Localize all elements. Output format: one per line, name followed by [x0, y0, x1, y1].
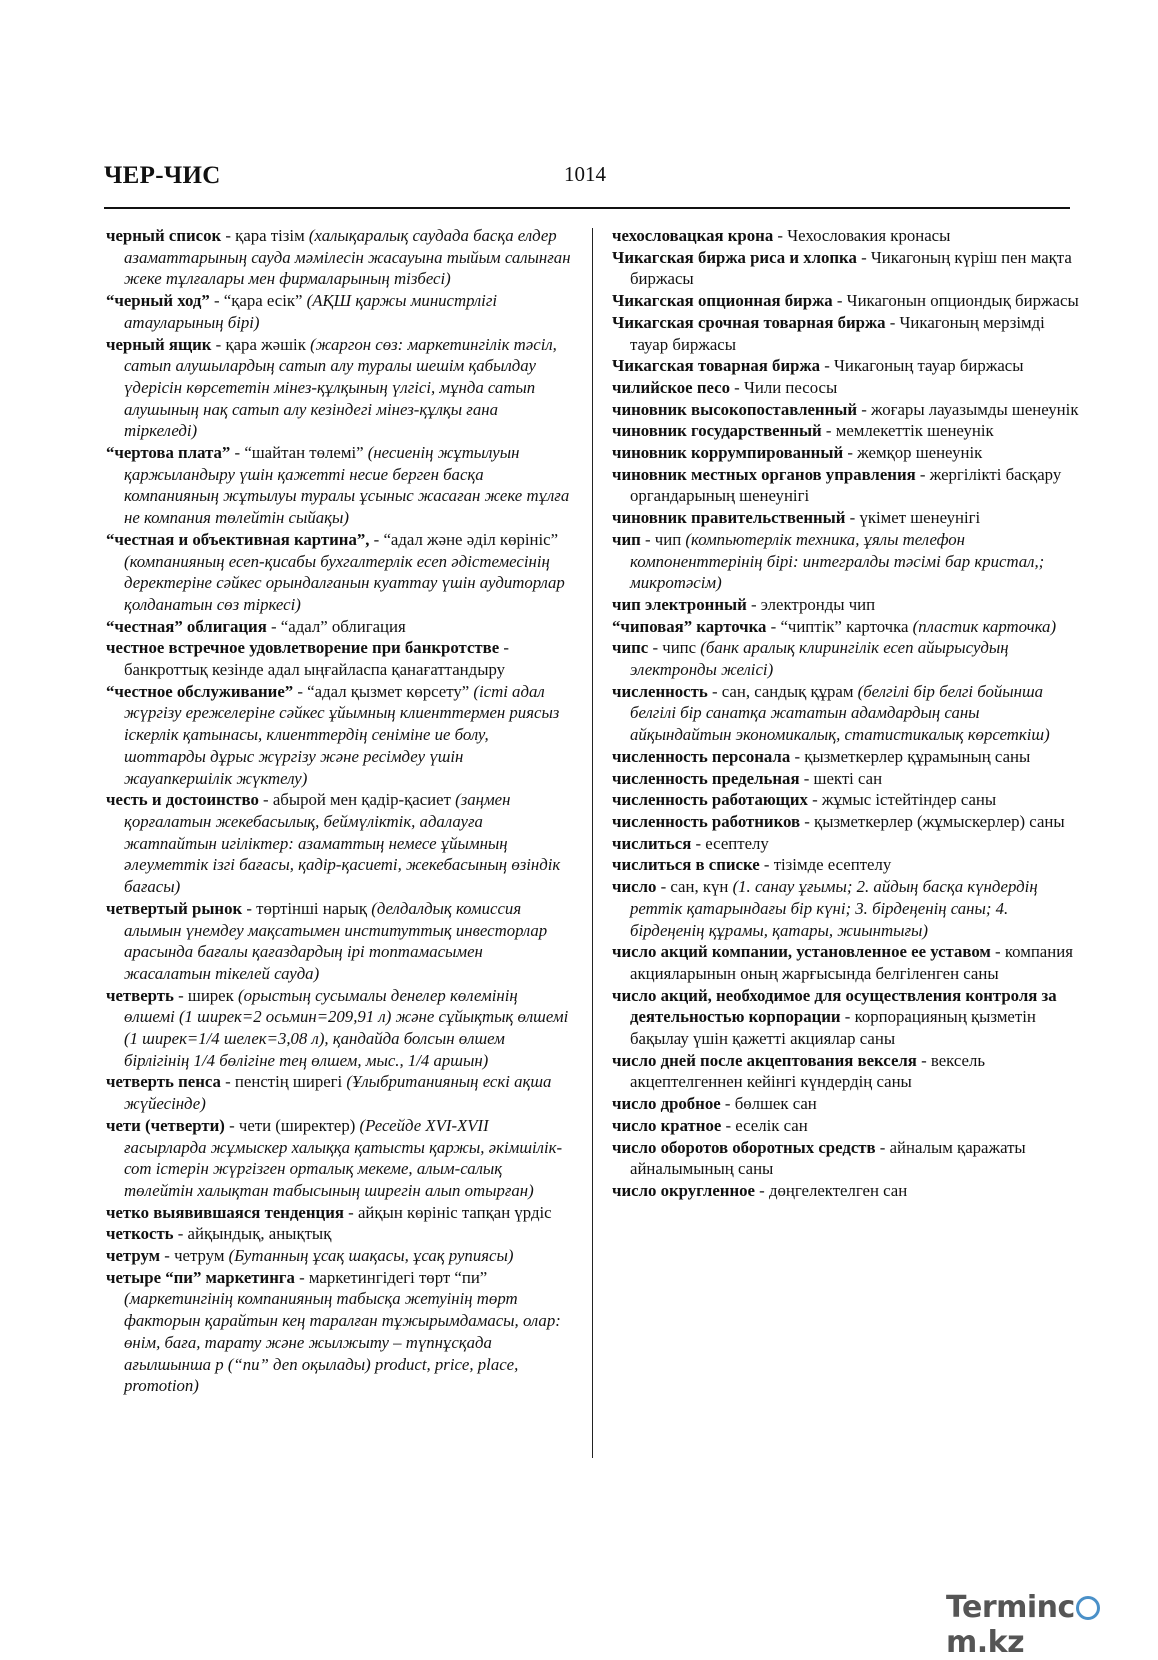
entry-explanation: (несиенің жұтылуын қаржыландыру үшін қажетті несие берген басқа компанияның жұтылуы туралы ұсыныс жасаған жеке тұлға не компания төлейтін сыйақы)	[124, 443, 570, 528]
entry-term: число	[612, 877, 657, 897]
entry-translation: мемлекеттік шенеунік	[835, 421, 994, 441]
dictionary-entry	[612, 876, 1080, 941]
entry-separator: -	[691, 833, 706, 853]
entry-separator: -	[845, 508, 860, 528]
entry-separator: -	[916, 1050, 931, 1070]
entry-term: четкость	[106, 1224, 174, 1244]
entry-separator: -	[293, 681, 308, 701]
entry-translation: Чикагоның күріш пен мақта биржасы	[630, 247, 1072, 289]
dictionary-entry	[612, 247, 1080, 290]
entry-separator: -	[160, 1246, 175, 1266]
entry-translation: маркетингідегі төрт “пи”	[308, 1267, 488, 1287]
dictionary-entry	[106, 637, 572, 680]
dictionary-entry	[106, 789, 572, 898]
entry-separator: -	[173, 1224, 188, 1244]
entry-translation: чип	[654, 529, 682, 549]
entry-separator: -	[843, 443, 858, 463]
entry-translation: төртінші нарық	[256, 898, 368, 918]
entry-translation: қызметкерлер (жұмыскерлер) саны	[814, 811, 1065, 831]
entry-translation: Чехословакия кронасы	[787, 226, 951, 245]
entry-translation: шекті сан	[813, 768, 883, 788]
entry-translation: “қара есік”	[223, 291, 303, 311]
entry-explanation: (жаргон сөз: маркетингілік тәсіл, сатып алушылардың сатып алу туралы шешім қабылдау үдерісін көрсететін мінез-құлқының үлгісі, мұнда сатып алушының нақ сатып алу кезіндегі мінез-құлқы ғана тіркеледі)	[124, 334, 557, 441]
entry-separator: -	[648, 638, 663, 658]
entry-translation: “адал және әділ көрініс”	[383, 529, 559, 549]
entry-term: число акций компании, установленное ее уставом	[612, 942, 991, 962]
entry-translation: қызметкерлер құрамының саны	[804, 746, 1031, 766]
dictionary-entry	[612, 1180, 1080, 1202]
dictionary-entry	[612, 290, 1080, 312]
entry-explanation: (істі адал жүргізу ережелеріне сәйкес ұйымның клиенттермен риясыз іскерлік қатынасы, клиенттердің сеніміне ие болу, шоттарды дұрыс жүргізу және ресімдеу үшін жауапкершілік жүктелу)	[124, 681, 560, 788]
entry-translation: чипс	[662, 638, 697, 658]
entry-explanation: (компанияның есеп-қисабы бухгалтерлік есеп әдістемесінің деректеріне сәйкес орындалғанын куаттау үшін аудиторлар қолданатын сөз тіркесі)	[124, 551, 565, 614]
entry-separator: -	[840, 1007, 855, 1027]
dictionary-entry	[612, 746, 1080, 768]
entry-separator: -	[499, 638, 509, 658]
entry-term: честь и достоинство	[106, 790, 259, 810]
dictionary-entry	[612, 355, 1080, 377]
dictionary-entry	[106, 225, 572, 290]
entry-translation: айқындық, анықтық	[187, 1224, 332, 1244]
entry-term: “честное обслуживание”	[106, 681, 294, 701]
entry-translation: сан, күн	[670, 877, 729, 897]
entry-term: численность работников	[612, 811, 801, 831]
entry-term: чипс	[612, 638, 649, 658]
entry-translation: “шайтан төлемі”	[244, 443, 364, 463]
entry-separator: -	[294, 1267, 309, 1287]
entry-separator: -	[832, 291, 847, 311]
dictionary-entry	[612, 616, 1080, 638]
dictionary-entry	[612, 789, 1080, 811]
entry-separator: -	[875, 1137, 890, 1157]
entry-separator: -	[224, 1115, 239, 1135]
column-divider	[592, 228, 593, 1458]
dictionary-entry	[612, 464, 1080, 507]
entry-term: чип	[612, 529, 641, 549]
entry-translation: қара жәшік	[225, 334, 306, 354]
entry-explanation: (заңмен қорғалатын жекебасылық, беймүліктік, адалауға жатпайтын игіліктер: азаматтың немесе ұйымның әлеуметтік ізгі бағасы, қадір-қасиеті, жекебасының өзіндік бағасы)	[124, 790, 561, 897]
entry-translation: пенстің ширегі	[234, 1072, 343, 1092]
entry-term: чиновник правительственный	[612, 508, 846, 528]
entry-translation: Чили песосы	[743, 377, 838, 397]
entry-separator: -	[211, 334, 226, 354]
entry-separator: -	[915, 464, 930, 484]
entry-translation: сан, сандық құрам	[721, 681, 854, 701]
entry-translation: Чикагоның мерзімді тауар биржасы	[630, 312, 1045, 354]
entry-term: “честная” облигация	[106, 616, 267, 636]
entry-translation: жұмыс істейтіндер саны	[821, 790, 997, 810]
entry-translation: вексель акцептелгеннен кейінгі күндердің саны	[630, 1050, 986, 1092]
entry-term: число акций, необходимое для осуществления контроля за деятельностью корпорации	[612, 985, 1057, 1027]
logo-text-suffix: m.kz	[946, 1625, 1025, 1660]
entry-separator: -	[230, 443, 245, 463]
dictionary-entry	[106, 681, 572, 790]
entry-translation: “адал” облигация	[280, 616, 406, 636]
dictionary-entry	[106, 290, 572, 333]
entry-term: чехословацкая крона	[612, 226, 774, 245]
left-column	[106, 225, 572, 1397]
entry-translation: четрум	[174, 1246, 225, 1266]
entry-separator: -	[173, 985, 188, 1005]
dictionary-entry	[106, 985, 572, 1072]
dictionary-entry	[612, 833, 1080, 855]
dictionary-entry	[612, 507, 1080, 529]
dictionary-entry	[612, 854, 1080, 876]
entry-term: число оборотов оборотных средств	[612, 1137, 876, 1157]
entry-translation: есептелу	[705, 833, 769, 853]
entry-separator: -	[800, 811, 815, 831]
dictionary-entry	[106, 1245, 572, 1267]
entry-term: чиновник высокопоставленный	[612, 399, 858, 419]
entry-separator: -	[820, 356, 834, 376]
entry-explanation: (орыстың сусымалы денелер көлемінің өлшемі (1 ширек=2 осьмин=209,91 л) және сұйықтық өлшемі (1 ширек=1/4 шелек=3,08 л), қандайда болсын өлшем бірлігінің 1/4 бөлігіне тең өлшем, мыс., 1/4 аршын)	[124, 985, 569, 1070]
right-column	[612, 225, 1080, 1202]
entry-explanation: (банк аралық клирингілік есеп айырысудың электронды желісі)	[630, 638, 1009, 680]
entry-separator: -	[221, 226, 236, 245]
dictionary-entry	[612, 399, 1080, 421]
dictionary-entry	[612, 594, 1080, 616]
entry-translation: “адал қызмет көрсету”	[307, 681, 470, 701]
entry-explanation: (белгілі бір белгі бойынша белгілі бір санатқа жататын адамдардың саны айқындайтын экономикалық, статистикалық көрсеткіш)	[630, 681, 1050, 745]
dictionary-entry	[612, 768, 1080, 790]
dictionary-entry	[612, 1115, 1080, 1137]
entry-explanation: (Бутанның ұсақ шақасы, ұсақ рупиясы)	[224, 1246, 514, 1266]
dictionary-entry	[612, 811, 1080, 833]
entry-term: чети (четверти)	[106, 1115, 225, 1135]
entry-term: численность предельная	[612, 768, 800, 788]
entry-explanation: (пластик карточка)	[908, 616, 1057, 636]
entry-translation: абырой мен қадір-қасиет	[272, 790, 451, 810]
logo-text-prefix: Termin	[946, 1590, 1058, 1625]
entry-term: численность	[612, 681, 708, 701]
entry-translation: еселік сан	[735, 1115, 808, 1135]
entry-separator: -	[754, 1180, 769, 1200]
entry-separator: -	[790, 746, 805, 766]
entry-translation: үкімет шенеунігі	[859, 508, 981, 528]
entry-explanation: (маркетингінің компанияның табысқа жетуінің төрт факторын қарайтын кең таралған тұжырымдамасы, олар: өнім, баға, тарату және жылжыту – түпнұсқада ағылшынша р (“пи” деп оқылады) product, price, place, promotion)	[124, 1289, 561, 1396]
entry-translation: қара тізім	[235, 226, 305, 245]
dictionary-entry	[612, 941, 1080, 984]
entry-term: чилийское песо	[612, 377, 730, 397]
dictionary-entry	[612, 529, 1080, 594]
entry-term: чиновник государственный	[612, 421, 822, 441]
entry-translation: банкроттық кезінде адал ыңғайласпа қанағаттандыру	[124, 660, 506, 680]
entry-term: Чикагская срочная товарная биржа	[612, 312, 886, 332]
page-header	[104, 158, 1070, 208]
entry-separator: -	[258, 790, 273, 810]
entry-translation: корпорацияның қызметін бақылау үшін қажетті акциялар саны	[630, 1007, 1036, 1049]
entry-separator: -	[720, 1094, 735, 1114]
entry-separator: -	[640, 529, 655, 549]
entry-translation: электронды чип	[760, 594, 876, 614]
dictionary-entry	[106, 898, 572, 985]
logo-o-icon	[1076, 1596, 1100, 1620]
entry-translation: “чиптік” карточка	[780, 616, 909, 636]
dictionary-entry	[106, 1202, 572, 1224]
entry-explanation: (Ұлыбританияның ескі ақша жүйесінде)	[124, 1072, 552, 1114]
dictionary-entry	[612, 637, 1080, 680]
entry-term: Чикагская опционная биржа	[612, 291, 833, 311]
entry-translation: Чикагоның тауар биржасы	[834, 356, 1024, 376]
dictionary-entry	[612, 420, 1080, 442]
dictionary-entry	[106, 1223, 572, 1245]
entry-separator: -	[856, 247, 871, 267]
entry-term: четко выявившаяся тенденция	[106, 1202, 344, 1222]
entry-term: число кратное	[612, 1115, 722, 1135]
entry-separator: -	[766, 616, 781, 636]
dictionary-entry	[106, 442, 572, 529]
entry-explanation: (делдалдық комиссия алымын үнемдеу мақсатымен институттық инвесторлар арасында бағалы қағаздардың ірі топтамасымен жасалатын тікелей сауда)	[124, 898, 548, 983]
entry-separator: -	[242, 898, 257, 918]
dictionary-entry	[106, 529, 572, 616]
entry-explanation: (халықаралық саудада басқа елдер азаматтарының сауда мәмілесін жасауына тыйым салынған жеке тұлғалары мен фирмаларының тізбесі)	[124, 226, 571, 289]
entry-separator: -	[266, 616, 281, 636]
entry-term: четыре “пи” маркетинга	[106, 1267, 295, 1287]
entry-term: чиновник коррумпированный	[612, 443, 844, 463]
entry-term: четвертый рынок	[106, 898, 243, 918]
entry-separator: -	[799, 768, 814, 788]
entry-separator: -	[746, 594, 761, 614]
entry-term: Чикагская товарная биржа	[612, 356, 821, 376]
dictionary-entry	[612, 442, 1080, 464]
dictionary-entry	[612, 312, 1080, 355]
termincom-logo	[946, 1590, 1158, 1660]
entry-term: четверть	[106, 985, 174, 1005]
entry-term: честное встречное удовлетворение при банкротстве	[106, 638, 500, 658]
entry-translation: бөлшек сан	[734, 1094, 817, 1114]
dictionary-entry	[612, 1050, 1080, 1093]
entry-term: Чикагская биржа риса и хлопка	[612, 247, 857, 267]
entry-term: чип электронный	[612, 594, 747, 614]
entry-separator: -	[369, 529, 384, 549]
entry-translation: айқын көрініс тапқан үрдіс	[357, 1202, 552, 1222]
entry-translation: жоғары лауазымды шенеунік	[871, 399, 1079, 419]
entry-explanation: (1. санау ұғымы; 2. айдың басқа күндердің реттік қатарындағы бір күні; 3. бірдеңенің саны; 4. бірдеңенің құрамы, қатары, жиынтығы)	[630, 877, 1038, 940]
entry-separator: -	[343, 1202, 358, 1222]
entry-term: числиться	[612, 833, 692, 853]
entry-term: “чертова плата”	[106, 443, 231, 463]
entry-translation: дөңгелектелген сан	[768, 1180, 908, 1200]
entry-translation: компания акцияларынын оның жарғысында белгіленген саны	[630, 942, 1073, 983]
dictionary-entry	[612, 681, 1080, 746]
entry-term: чиновник местных органов управления	[612, 464, 916, 484]
entry-explanation: (Ресейде XVI-XVII ғасырларда жұмыскер халыққа қатысты қаржы, әкімшілік-сот істерін жүргізген орталық мекеме, алым-салық төлейтін халықтан табысының ширегін алып отырған)	[124, 1115, 563, 1200]
entry-separator: -	[990, 942, 1005, 962]
entry-term: численность работающих	[612, 790, 808, 810]
entry-term: черный список	[106, 226, 222, 245]
entry-separator: -	[821, 421, 836, 441]
entry-separator: -	[220, 1072, 235, 1092]
logo-text-c: c	[1057, 1590, 1075, 1625]
entry-term: “чиповая” карточка	[612, 616, 767, 636]
entry-translation: чети (ширектер)	[238, 1115, 356, 1135]
dictionary-entry	[612, 225, 1080, 247]
entry-term: “черный ход”	[106, 291, 210, 311]
dictionary-entry	[612, 985, 1080, 1050]
page-number: 1014	[564, 162, 606, 186]
entry-separator: -	[707, 681, 722, 701]
entry-separator: -	[759, 855, 774, 875]
entry-separator: -	[773, 226, 788, 245]
dictionary-entry	[106, 1115, 572, 1202]
dictionary-entry	[612, 1137, 1080, 1180]
entry-term: черный ящик	[106, 334, 212, 354]
entry-term: числиться в списке	[612, 855, 760, 875]
entry-separator: -	[209, 291, 224, 311]
entry-term: четрум	[106, 1246, 161, 1266]
dictionary-entry	[106, 1071, 572, 1114]
entry-separator: -	[656, 877, 671, 897]
entry-term: “честная и объективная картина”,	[106, 529, 370, 549]
section-title: ЧЕР-ЧИС	[104, 162, 221, 189]
entry-separator: -	[807, 790, 822, 810]
entry-explanation: (компьютерлік техника, ұялы телефон компоненттерінің бірі: интегралды тәсімі бар кристал,; микротәсім)	[630, 529, 1045, 593]
entry-term: численность персонала	[612, 746, 791, 766]
entry-explanation: (АҚШ қаржы министрлігі атауларының бірі)	[124, 291, 498, 332]
entry-translation: ширек	[187, 985, 234, 1005]
entry-translation: Чикагонын опциондық биржасы	[846, 291, 1079, 311]
dictionary-entry	[106, 334, 572, 443]
entry-separator: -	[885, 312, 900, 332]
entry-term: число округленное	[612, 1180, 755, 1200]
entry-term: число дней после акцептования векселя	[612, 1050, 917, 1070]
entry-separator: -	[721, 1115, 736, 1135]
entry-term: четверть пенса	[106, 1072, 221, 1092]
entry-translation: тізімде есептелу	[773, 855, 892, 875]
entry-translation: айналым қаражаты айналымының саны	[630, 1137, 1026, 1179]
header-rule	[104, 207, 1070, 209]
entry-separator: -	[729, 377, 744, 397]
dictionary-entry	[612, 1093, 1080, 1115]
entry-term: число дробное	[612, 1094, 721, 1114]
entry-translation: жемқор шенеунік	[857, 443, 983, 463]
dictionary-entry	[612, 377, 1080, 399]
entry-separator: -	[857, 399, 872, 419]
entry-translation: жергілікті басқару органдарының шенеунігі	[630, 464, 1062, 506]
dictionary-entry	[106, 616, 572, 638]
dictionary-entry	[106, 1267, 572, 1397]
